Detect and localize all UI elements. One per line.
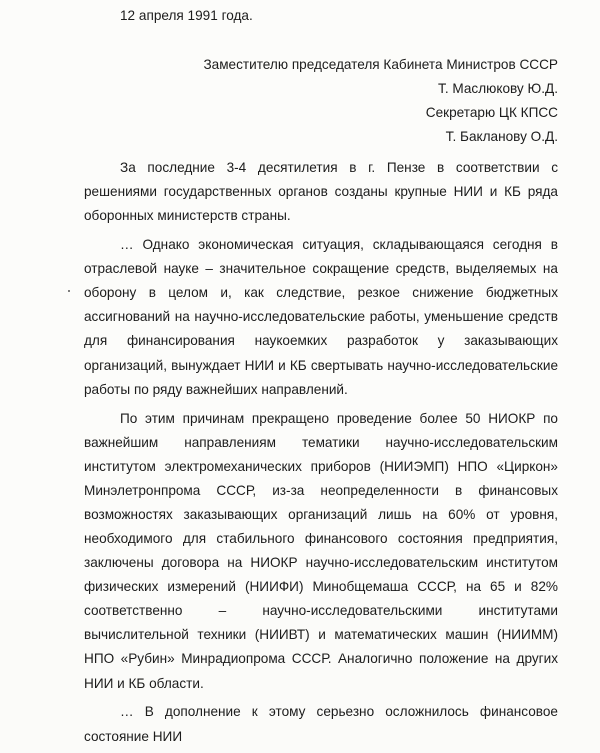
scan-speck — [68, 290, 70, 292]
body-paragraph: По этим причинам прекращено проведение более 50 НИОКР по важнейшим направлениям тематики научно-исследовательским институтом электромеханических приборов (НИИЭМП) НПО «Циркон» Минэлетронпрома СССР, из-за неопределенности в финансовых возможностях заказывающих организаций лишь на 60% от уровня, необходимого для стабильного финансового состояния предприятия, заключены договора на НИОКР научно-исследовательским институтом физических измерений (НИИФИ) Минобщемаша СССР, на 65 и 82% соответственно – научно-исследовательскими институтами вычислительной техники (НИИВТ) и математических машин (НИИММ) НПО «Рубин» Минрадиопрома СССР. Аналогично положение на других НИИ и КБ области. — [84, 410, 558, 691]
body-paragraph: За последние 3-4 десятилетия в г. Пензе в соответствии с решениями государственных органов созданы крупные НИИ и КБ ряда оборонных министерств страны. — [84, 160, 558, 224]
letter-date: 12 апреля 1991 года. — [120, 8, 253, 23]
addressee-line: Заместителю председателя Кабинета Министров СССР — [203, 57, 558, 72]
body-paragraph: … В дополнение к этому серьезно осложнилось финансовое состояние НИИ — [84, 704, 558, 744]
addressee-block — [203, 53, 558, 149]
addressee-line: Т. Бакланову О.Д. — [445, 129, 558, 145]
addressee-line: Т. Маслюкову Ю.Д. — [438, 81, 558, 97]
letter-body — [84, 156, 558, 753]
body-paragraph: … Однако экономическая ситуация, складывающаяся сегодня в отраслевой науке – значительное сокращение средств, выделяемых на оборону в целом и, как следствие, резкое снижение бюджетных ассигнований на научно-исследовательские работы, уменьшение средств для финансирования наукоемких разработок у заказывающих организаций, вынуждает НИИ и КБ свертывать научно-исследовательские работы по ряду важнейших направлений. — [84, 237, 558, 397]
addressee-line: Секретарю ЦК КПСС — [425, 105, 558, 121]
